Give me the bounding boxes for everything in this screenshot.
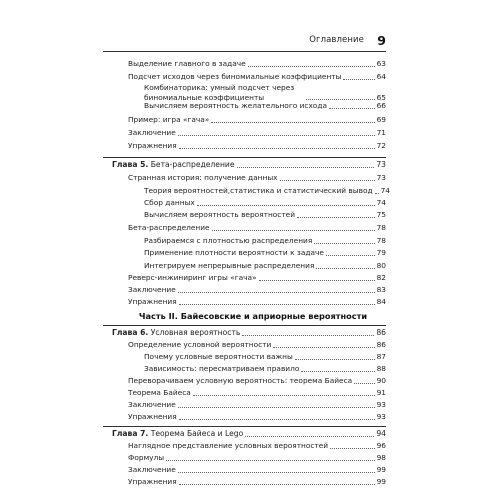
leader-dots — [179, 484, 375, 485]
toc-entry-label: Упражнения — [128, 412, 177, 421]
chapter-title: Бета-распределение — [150, 160, 235, 169]
part-title: Байесовские и априорные вероятности — [180, 311, 368, 321]
part-heading[interactable] — [120, 311, 386, 321]
toc-entry-page: 91 — [376, 388, 386, 397]
toc-entry-label: Формулы — [128, 453, 165, 462]
leader-dots — [314, 243, 374, 244]
toc-entry[interactable] — [128, 476, 386, 487]
toc-entry[interactable] — [144, 235, 386, 246]
toc-entry-label: Заключение — [128, 465, 176, 474]
toc-entry[interactable] — [144, 100, 386, 111]
leader-dots — [273, 347, 374, 348]
toc-entry[interactable] — [128, 411, 386, 422]
toc-entry-label: Подсчет исходов через биномиальные коэффициенты — [128, 72, 342, 81]
toc-entry-page: 73 — [376, 160, 386, 169]
leader-dots — [197, 205, 375, 206]
toc-entry-page: 82 — [376, 273, 386, 282]
toc-entry[interactable] — [128, 140, 386, 151]
leader-dots — [179, 148, 375, 149]
toc-entry-page: 88 — [376, 364, 386, 373]
toc-entry-page: 75 — [376, 210, 386, 219]
leader-dots — [211, 122, 374, 123]
toc-entry-page: 72 — [376, 141, 386, 150]
toc-entry-label: Заключение — [128, 128, 176, 137]
toc-entry[interactable] — [128, 399, 386, 410]
leader-dots — [329, 108, 375, 109]
chapter-number: Глава 5. — [112, 160, 149, 169]
toc-entry-label: Определение условной вероятности — [128, 340, 272, 349]
toc-entry-page: 86 — [376, 328, 386, 337]
toc-entry-label: Вычисляем вероятность желательного исхода — [144, 101, 327, 110]
toc-chapter-6[interactable] — [112, 327, 386, 338]
toc-entry-label: Бета-распределение — [128, 223, 210, 232]
toc-entry[interactable] — [128, 339, 386, 350]
toc-entry-page: 93 — [376, 400, 386, 409]
toc-entry-page: 73 — [376, 173, 386, 182]
leader-dots — [295, 359, 375, 360]
toc-entry-page: 80 — [376, 261, 386, 270]
toc-entry[interactable] — [128, 272, 386, 283]
leader-dots — [330, 448, 374, 449]
leader-dots — [248, 66, 375, 67]
toc-entry[interactable] — [144, 247, 386, 258]
toc-entry-label: Упражнения — [128, 477, 177, 486]
toc-entry-page: 66 — [376, 101, 386, 110]
leader-dots — [178, 292, 375, 293]
toc-entry[interactable] — [128, 127, 386, 138]
toc-entry-label: Почему условные вероятности важны — [144, 352, 293, 361]
toc-entry-page: 63 — [376, 59, 386, 68]
toc-entry-label: Разбираемся с плотностью распределения — [144, 236, 313, 245]
toc-entry-label: Теорема Байеса — [128, 388, 191, 397]
toc-entry[interactable] — [144, 82, 386, 102]
toc-entry-label: Реверс-инжиниринг игры «гача» — [128, 273, 257, 282]
leader-dots — [297, 217, 375, 218]
toc-entry-page: 99 — [376, 477, 386, 486]
toc-entry[interactable] — [128, 440, 386, 451]
toc-entry-label: Сбор данных — [144, 198, 195, 207]
leader-dots — [242, 335, 374, 336]
toc-entry-page: 69 — [376, 115, 386, 124]
leader-dots — [179, 304, 375, 305]
toc-entry[interactable] — [128, 222, 386, 233]
running-header — [103, 28, 386, 52]
toc-entry[interactable] — [128, 71, 386, 82]
toc-entry-page: 74 — [376, 198, 386, 207]
toc-entry-page: 87 — [376, 352, 386, 361]
leader-dots — [316, 268, 374, 269]
page-number: 9 — [377, 33, 386, 48]
toc-entry[interactable] — [128, 375, 386, 386]
leader-dots — [178, 407, 375, 408]
toc-entry-page: 84 — [376, 297, 386, 306]
toc-entry-page: 78 — [376, 223, 386, 232]
toc-entry-label: Пример: игра «гача» — [128, 115, 210, 124]
toc-entry-page: 79 — [376, 248, 386, 257]
chapter-separator — [103, 426, 386, 427]
toc-entry-label: Комбинаторика: умный подсчет через биномиальные коэффициенты — [144, 83, 295, 102]
toc-entry-label: Интегрируем непрерывные распределения — [144, 261, 315, 270]
chapter-separator — [103, 157, 386, 158]
toc-entry[interactable] — [144, 260, 386, 271]
leader-dots — [343, 79, 374, 80]
chapter-title: Теорема Байеса и Lego — [150, 429, 244, 438]
toc-chapter-5[interactable] — [112, 159, 386, 170]
toc-entry-page: 99 — [376, 465, 386, 474]
toc-entry-page: 65 — [376, 92, 386, 102]
leader-dots — [166, 460, 375, 461]
toc-entry-page: 98 — [376, 453, 386, 462]
toc-entry-label: Выделение главного в задаче — [128, 59, 246, 68]
toc-entry[interactable] — [144, 363, 386, 374]
toc-chapter-7[interactable] — [112, 428, 386, 439]
toc-entry-label: Применение плотности вероятности к задаче — [144, 248, 324, 257]
leader-dots — [212, 230, 375, 231]
toc-entry-label: Упражнения — [128, 141, 177, 150]
leader-dots — [259, 280, 375, 281]
toc-entry-label: Зависимость: пересматриваем правило — [144, 364, 300, 373]
toc-entry-label: Вычисляем вероятность вероятностей — [144, 210, 296, 219]
leader-dots — [178, 135, 375, 136]
toc-entry[interactable] — [144, 351, 386, 362]
leader-dots — [237, 167, 375, 168]
toc-entry-page: 78 — [376, 236, 386, 245]
toc-entry-page: 71 — [376, 128, 386, 137]
toc-entry[interactable] — [128, 58, 386, 69]
toc-entry-page: 83 — [376, 285, 386, 294]
toc-entry-label: Заключение — [128, 400, 176, 409]
toc-entry-page: 94 — [376, 429, 386, 438]
chapter-number: Глава 7. — [112, 429, 149, 438]
toc-entry-label: Наглядное представление условных вероятностей — [128, 441, 329, 450]
toc-entry[interactable] — [144, 185, 390, 196]
chapter-number: Глава 6. — [112, 328, 149, 337]
leader-dots — [245, 436, 374, 437]
toc-entry[interactable] — [128, 296, 386, 307]
toc-entry-page: 90 — [376, 376, 386, 385]
part-number: Часть II. — [138, 311, 178, 321]
toc-entry[interactable] — [128, 452, 386, 463]
toc-entry-page: 74 — [380, 186, 390, 195]
toc-entry-page: 86 — [376, 340, 386, 349]
leader-dots — [375, 193, 379, 194]
toc-entry-label: Заключение — [128, 285, 176, 294]
toc-entry[interactable] — [128, 387, 386, 398]
header-rule — [103, 51, 386, 52]
leader-dots — [179, 419, 375, 420]
leader-dots — [280, 180, 375, 181]
toc-entry-page: 64 — [376, 72, 386, 81]
toc-entry-page: 93 — [376, 412, 386, 421]
toc-entry[interactable] — [128, 114, 386, 125]
toc-entry[interactable] — [144, 197, 386, 208]
toc-entry-label: Теория вероятностей,статистика и статистический вывод — [144, 186, 373, 195]
leader-dots — [326, 255, 375, 256]
toc-entry[interactable] — [128, 172, 386, 183]
leader-dots — [178, 472, 375, 473]
leader-dots — [354, 383, 374, 384]
toc-entry-page: 96 — [376, 441, 386, 450]
toc-entry[interactable] — [128, 284, 386, 295]
toc-entry[interactable] — [128, 464, 386, 475]
chapter-title: Условная вероятность — [150, 328, 241, 337]
toc-entry-label: Странная история: получение данных — [128, 173, 278, 182]
leader-dots — [301, 371, 374, 372]
running-header-title: Оглавление — [309, 35, 364, 45]
toc-entry[interactable] — [144, 209, 386, 220]
toc-entry-label: Упражнения — [128, 297, 177, 306]
toc-entry-label: Переворачиваем условную вероятность: теорема Байеса — [128, 376, 353, 385]
chapter-separator — [103, 325, 386, 326]
leader-dots — [193, 395, 375, 396]
